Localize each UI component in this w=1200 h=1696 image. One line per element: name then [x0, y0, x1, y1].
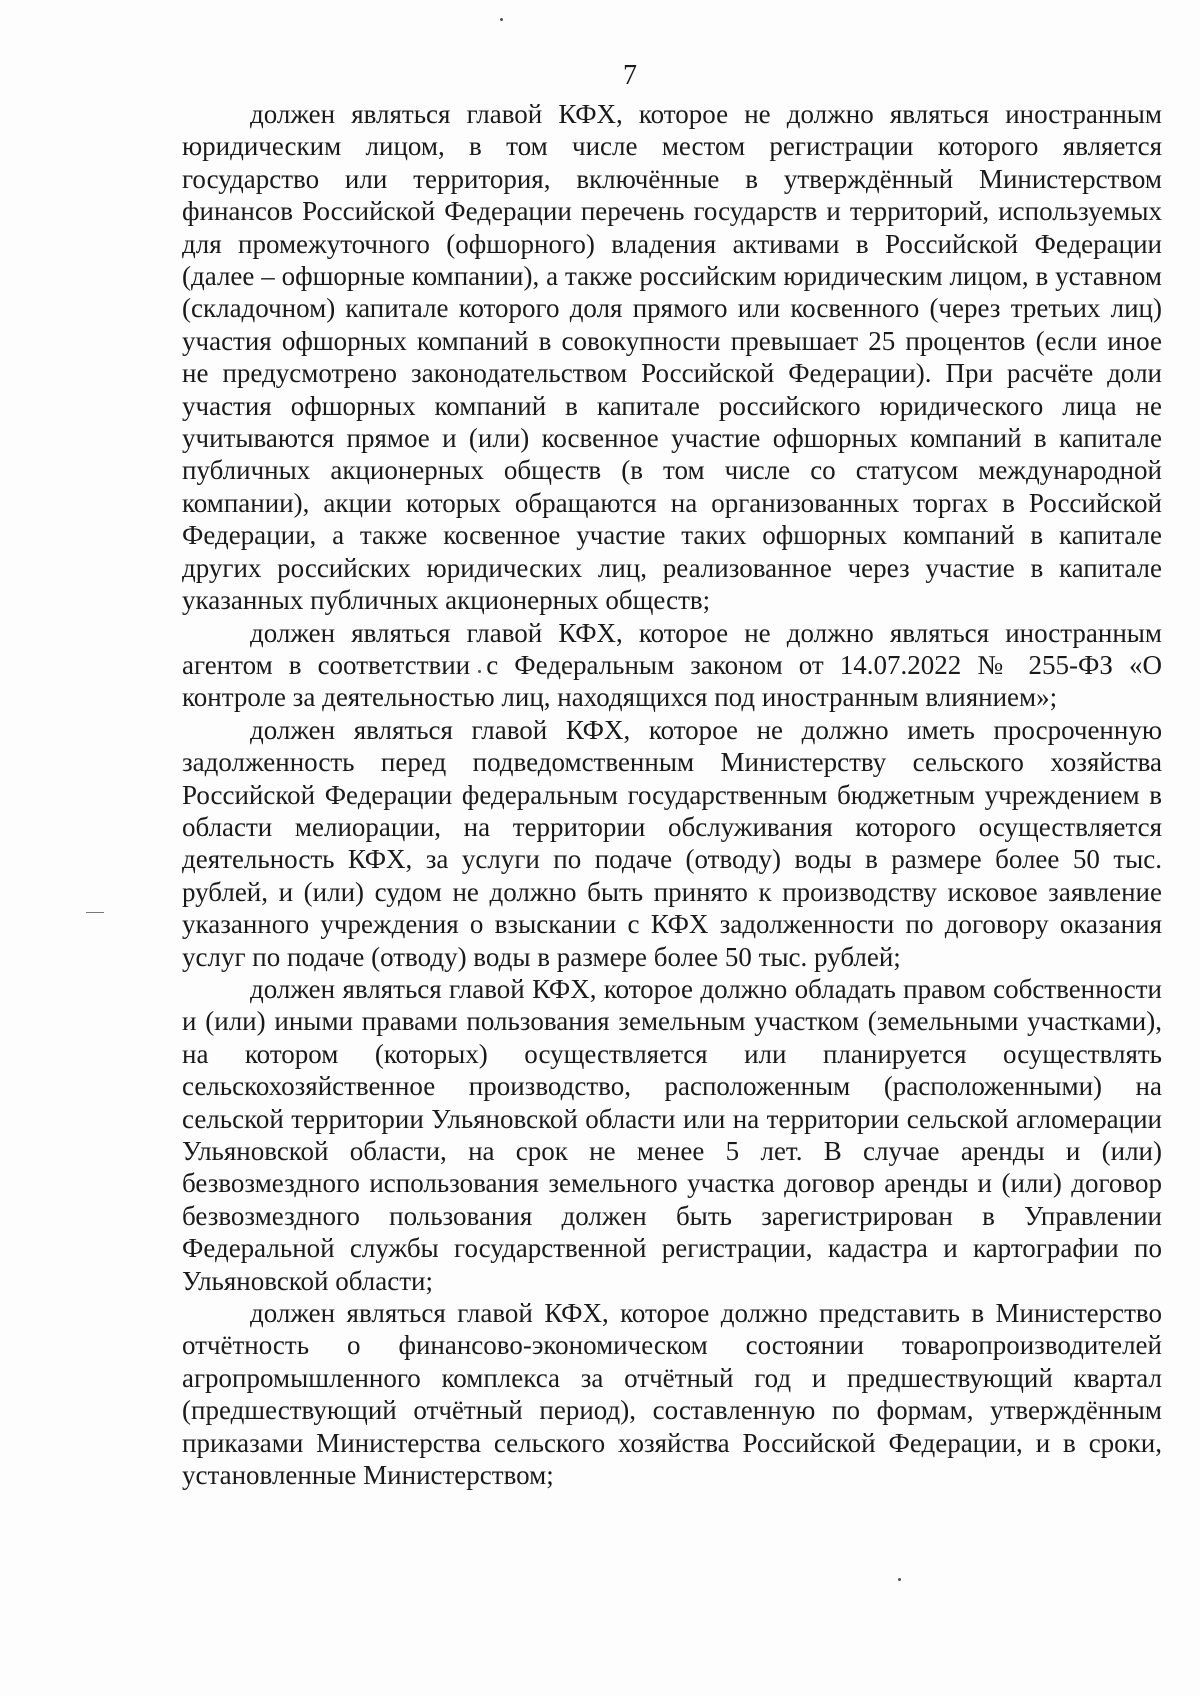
page-number: 7: [623, 60, 637, 91]
paragraph-offshore-requirement: должен являться главой КФХ, которое не должно являться иностранным юридическим лицом, в том числе местом регистрации которого является государство или территория, включённые в утверждённый Министерством финансов Российской Федерации перечень государств и территорий, используемых для промежуточного (офшорного) владения активами в Российской Федерации (далее – офшорные компании), а также российским юридическим лицом, в уставном (складочном) капитале которого доля прямого или косвенного (через третьих лиц) участия офшорных компаний в совокупности превышает 25 процентов (если иное не предусмотрено законодательством Российской Федерации). При расчёте доли участия офшорных компаний в капитале российского юридического лица не учитываются прямое и (или) косвенное участие офшорных компаний в капитале публичных акционерных обществ (в том числе со статусом международной компании), акции которых обращаются на организованных торгах в Российской Федерации, а также косвенное участие таких офшорных компаний в капитале других российских юридических лиц, реализованное через участие в капитале указанных публичных акционерных обществ;: [182, 99, 1162, 616]
body-text: [182, 98, 1162, 1491]
paragraph-melioration-debt-requirement: должен являться главой КФХ, которое не должно иметь просроченную задолженность перед подведомственным Министерству сельского хозяйства Российской Федерации федеральным государственным бюджетным учреждением в области мелиорации, на территории обслуживания которого осуществляется деятельность КФХ, за услуги по подаче (отводу) воды в размере более 50 тыс. рублей, и (или) судом не должно быть принято к производству исковое заявление указанного учреждения о взыскании с КФХ задолженности по договору оказания услуг по подаче (отводу) воды в размере более 50 тыс. рублей;: [182, 714, 1162, 972]
margin-mark: [86, 912, 104, 913]
scan-speck: [898, 1578, 901, 1581]
paragraph-foreign-agent-requirement: должен являться главой КФХ, которое не должно являться иностранным агентом в соответствии с Федеральным законом от 14.07.2022 № 255-ФЗ «О контроле за деятельностью лиц, находящихся под иностранным влиянием»;: [182, 617, 1162, 713]
scan-speck: [500, 18, 503, 21]
paragraph-reporting-requirement: должен являться главой КФХ, которое должно представить в Министерство отчётность о финансово-экономическом состоянии товаропроизводителей агропромышленного комплекса за отчётный год и предшествующий квартал (предшествующий отчётный период), составленную по формам, утверждённым приказами Министерства сельского хозяйства Российской Федерации, и в сроки, установленные Министерством;: [182, 1298, 1162, 1491]
paragraph-land-rights-requirement: должен являться главой КФХ, которое должно обладать правом собственности и (или) иными правами пользования земельным участком (земельными участками), на котором (которых) осуществляется или планируется осуществлять сельскохозяйственное производство, расположенным (расположенными) на сельской территории Ульяновской области или на территории сельской агломерации Ульяновской области, на срок не менее 5 лет. В случае аренды и (или) безвозмездного использования земельного участка договор аренды и (или) договор безвозмездного пользования должен быть зарегистрирован в Управлении Федеральной службы государственной регистрации, кадастра и картографии по Ульяновской области;: [182, 973, 1162, 1296]
